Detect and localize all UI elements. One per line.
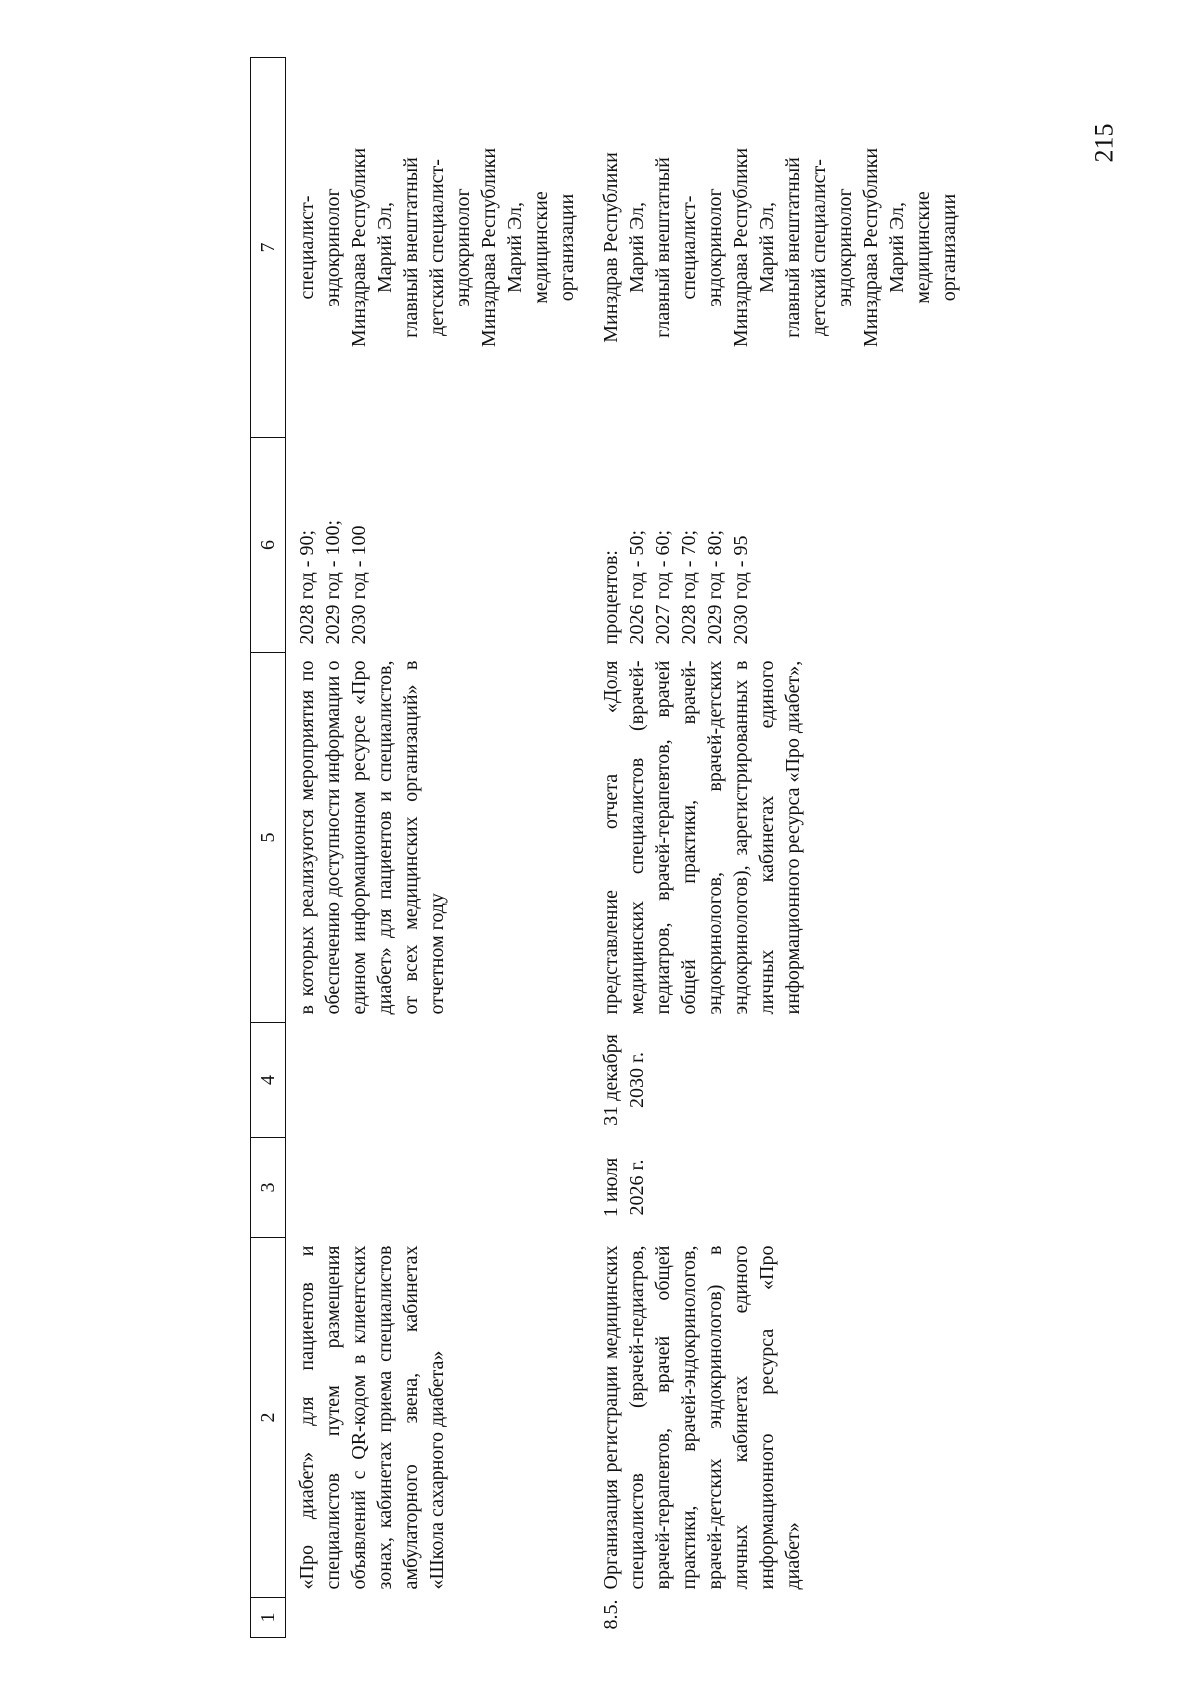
expected-result: представление отчета «Доля медицинских специалистов (врачей-педиатров, врачей-терапевтов, врачей общей практики, врачей-эндокринологов, врачей-детских эндокринологов), зарегистрированных в личных кабинетах единого информационного ресурса «Про диабет», xyxy=(600,660,804,1015)
responsible-parties: специалист- эндокринолог Минздрава Республики Марий Эл, главный внештатный детский специалист- эндокринолог Минздрава Республики Марий Эл, медицинские организации xyxy=(296,147,578,348)
column-header-4: 4 xyxy=(251,1023,286,1138)
column-header-7: 7 xyxy=(251,58,286,438)
table-row xyxy=(590,58,972,1638)
column-header-3: 3 xyxy=(251,1138,286,1238)
column-header-2: 2 xyxy=(251,1238,286,1598)
table-row xyxy=(286,58,591,1638)
indicator-values: 2028 год - 90; 2029 год - 100; 2030 год - 100 xyxy=(296,519,370,645)
event-description: «Про диабет» для пациентов и специалистов путем размещения объявлений с QR-кодом в клиентских зонах, кабинетах приема специалистов амбулаторного звена, кабинетах «Школа сахарного диабета» xyxy=(296,1245,448,1590)
event-description: Организация регистрации медицинских специалистов (врачей-педиатров, врачей-терапевтов, врачей общей практики, врачей-эндокринологов, врачей-детских эндокринологов) в личных кабинетах единого информационного ресурса «Про диабет» xyxy=(600,1245,804,1590)
row-number xyxy=(286,1598,591,1638)
indicator-values: процентов: 2026 год - 50; 2027 год - 60; 2028 год - 70; 2029 год - 80; 2030 год - 95 xyxy=(600,529,752,645)
page-number: 215 xyxy=(1089,123,1119,163)
activities-table xyxy=(250,57,972,1638)
responsible-parties: Минздрав Республики Марий Эл, главный внештатный специалист- эндокринолог Минздрава Республики Марий Эл, главный внештатный детский специалист- эндокринолог Минздрава Республики Марий Эл, медицинские организации xyxy=(600,147,960,348)
column-header-1: 1 xyxy=(251,1598,286,1638)
expected-result: в которых реализуются мероприятия по обеспечению доступности информации о едином информационном ресурсе «Про диабет» для пациентов и специалистов, от всех медицинских организаций» в отчетном году xyxy=(296,660,448,1015)
start-date: 1 июля 2026 г. xyxy=(600,1157,648,1218)
table-header-row xyxy=(251,58,286,1638)
end-date: 31 декабря 2030 г. xyxy=(600,1034,648,1126)
start-date xyxy=(286,1138,591,1238)
end-date xyxy=(286,1023,591,1138)
column-header-6: 6 xyxy=(251,438,286,653)
column-header-5: 5 xyxy=(251,653,286,1023)
rotated-table-sheet xyxy=(250,58,1090,1638)
row-number: 8.5. xyxy=(600,1599,622,1630)
